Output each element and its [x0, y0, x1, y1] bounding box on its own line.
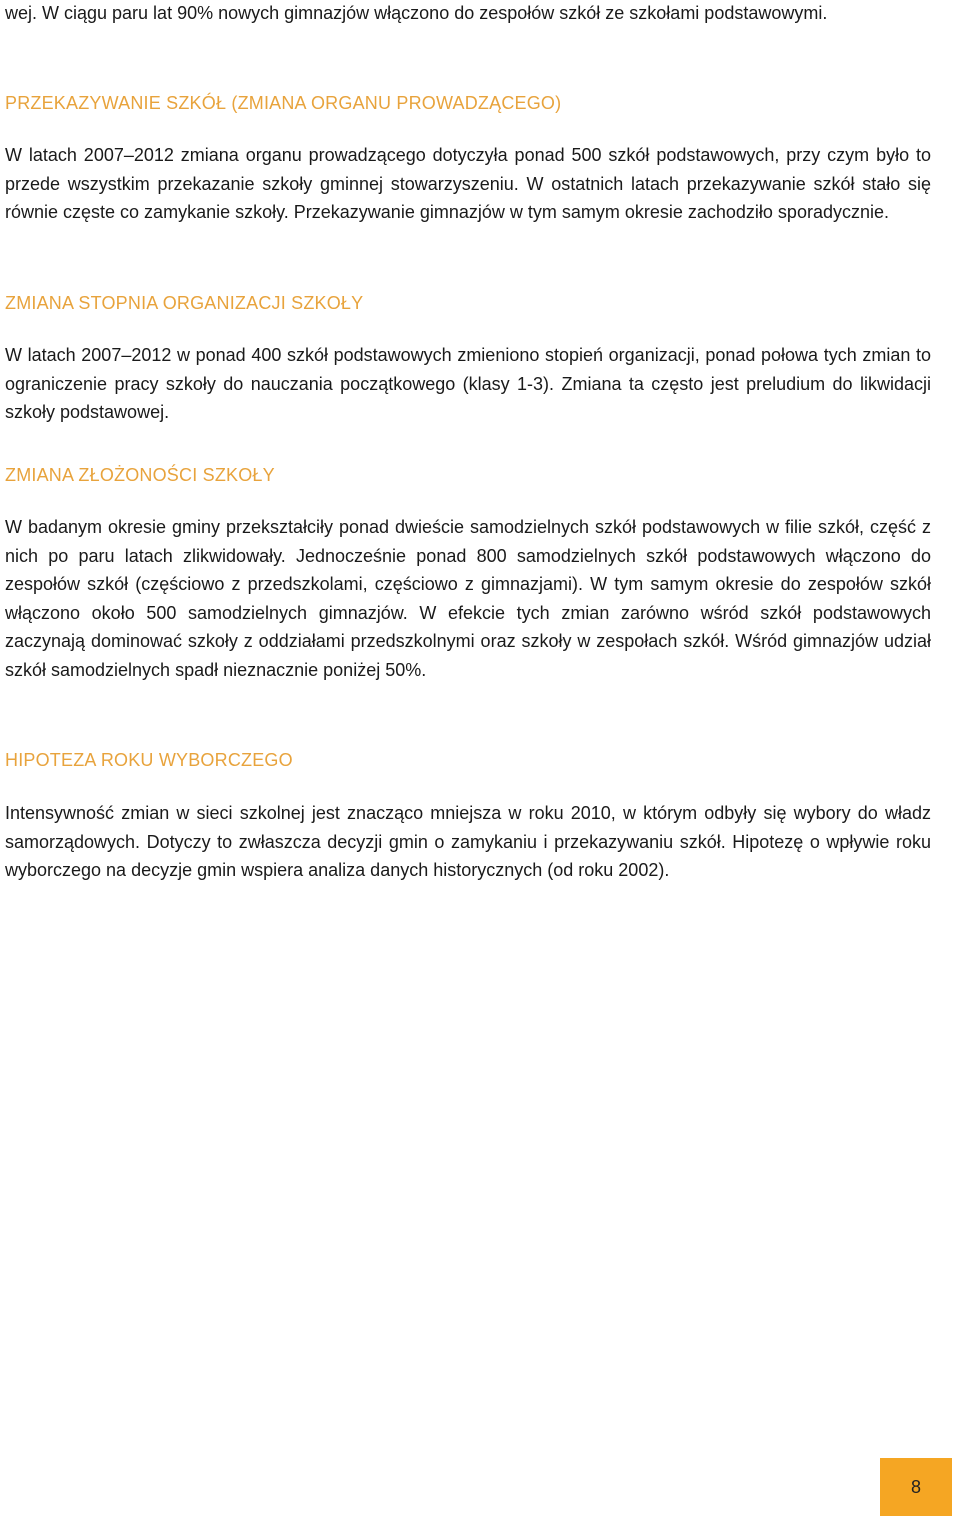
section-heading-zlozonosc: ZMIANA ZŁOŻONOŚCI SZKOŁY — [5, 465, 275, 485]
page-number-badge — [880, 1458, 952, 1516]
section-body-stopien: W latach 2007–2012 w ponad 400 szkół podstawowych zmieniono stopień organizacji, ponad połowa tych zmian to ograniczenie pracy szkoły do nauczania początkowego (klasy 1-3). Zmiana ta często jest preludium do likwidacji szkoły podstawowej. — [5, 345, 931, 423]
section-body-hipoteza: Intensywność zmian w sieci szkolnej jest znacząco mniejsza w roku 2010, w którym odbyły się wybory do władz samorządowych. Dotyczy to zwłaszcza decyzji gmin o zamykaniu i przekazywaniu szkół. Hipotezę o wpływie roku wyborczego na decyzje gmin wspiera analiza danych historycznych (od roku 2002). — [5, 803, 931, 881]
section-heading-przekazywanie: PRZEKAZYWANIE SZKÓŁ (ZMIANA ORGANU PROWADZĄCEGO) — [5, 93, 562, 113]
section-body-przekazywanie: W latach 2007–2012 zmiana organu prowadzącego dotyczyła ponad 500 szkół podstawowych, przy czym było to przede wszystkim przekazanie szkoły gminnej stowarzyszeniu. W ostatnich latach przekazywanie szkół stało się równie częste co zamykanie szkoły. Przekazywanie gimnazjów w tym samym okresie zachodziło sporadycznie. — [5, 145, 931, 223]
section-body-zlozonosc: W badanym okresie gminy przekształciły ponad dwieście samodzielnych szkół podstawowych w filie szkół, część z nich po paru latach zlikwidowały. Jednocześnie ponad 800 samodzielnych szkół podstawowych włączono do zespołów szkół (częściowo z przedszkolami, częściowo z gimnazjami). W tym samym okresie do zespołów szkół włączono około 500 samodzielnych gimnazjów. W efekcie tych zmian zarówno wśród szkół podstawowych zaczynają dominować szkoły z oddziałami przedszkolnymi oraz szkoły w zespołach szkół. Wśród gimnazjów udział szkół samodzielnych spadł nieznacznie poniżej 50%. — [5, 517, 931, 680]
section-heading-hipoteza: HIPOTEZA ROKU WYBORCZEGO — [5, 750, 293, 770]
lead-paragraph: wej. W ciągu paru lat 90% nowych gimnazjów włączono do zespołów szkół ze szkołami podstawowymi. — [5, 3, 828, 23]
section-heading-stopien: ZMIANA STOPNIA ORGANIZACJI SZKOŁY — [5, 293, 364, 313]
page-number: 8 — [910, 1476, 921, 1497]
